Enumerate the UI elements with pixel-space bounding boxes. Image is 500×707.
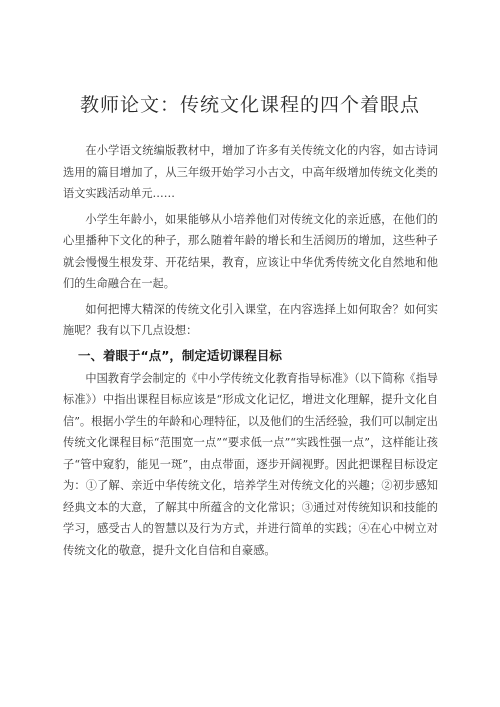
paragraph-4: 中国教育学会制定的《中小学传统文化教育指导标准》（以下简称《指导标准》）中指出课程目标应该是“形成文化记忆，增进文化理解，提升文化自信”。根据小学生的年龄和心理特征，以及他们的生活经验，我们可以制定出传统文化课程目标“范围宽一点”“要求低一点”“实践性强一点”，这样能让孩子“管中窥豹，能见一斑”，由点带面，逐步开阔视野。因此把课程目标设定为：①了解、亲近中华传统文化，培养学生对传统文化的兴趣；②初步感知经典文本的大意，了解其中所蕴含的文化常识；③通过对传统知识和技能的学习，感受古人的智慧以及行为方式，并进行简单的实践；④在心中树立对传统文化的敬意，提升文化自信和自豪感。 [63, 371, 438, 557]
section-heading-1: 一、着眼于“点”，制定适切课程目标 [78, 347, 282, 363]
document-body [63, 140, 438, 561]
document-title: 教师论文：传统文化课程的四个着眼点 [79, 94, 420, 116]
paragraph-1: 在小学语文统编版教材中，增加了许多有关传统文化的内容，如古诗词选用的篇目增加了，从三年级开始学习小古文，中高年级增加传统文化类的语文实践活动单元…… [63, 144, 438, 200]
paragraph-2: 小学生年龄小，如果能够从小培养他们对传统文化的亲近感，在他们的心里播种下文化的种子，那么随着年龄的增长和生活阅历的增加，这些种子就会慢慢生根发芽、开花结果，教育，应该让中华优秀传统文化自然地和他们的生命融合在一起。 [63, 212, 438, 290]
paragraph-3: 如何把博大精深的传统文化引入课堂，在内容选择上如何取舍？如何实施呢？我有以下几点设想： [63, 302, 438, 337]
